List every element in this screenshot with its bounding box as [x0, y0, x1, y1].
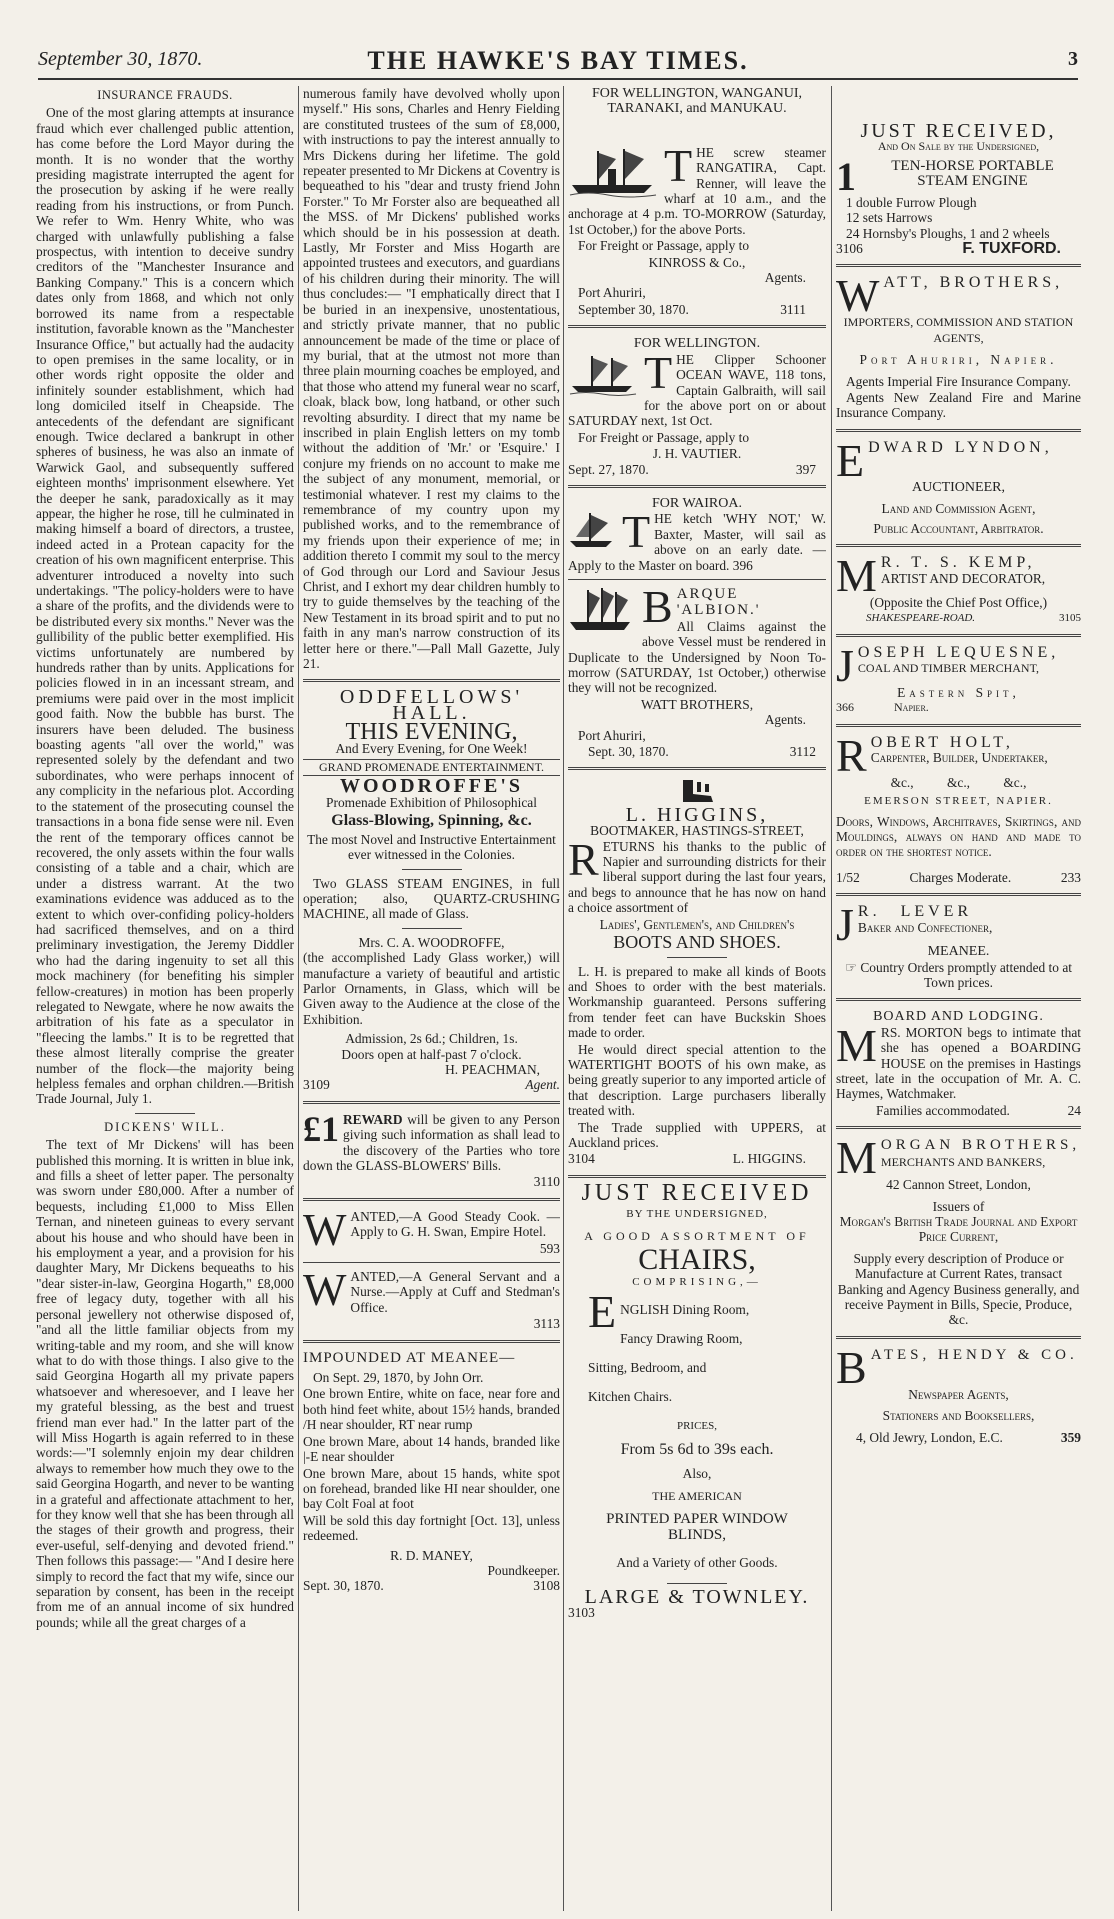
advert-heading: ATES, HENDY & CO. — [870, 1346, 1078, 1363]
advert-line: 4, Old Jewry, London, E.C. — [856, 1429, 1003, 1445]
advert-line: SHAKESPEARE-ROAD. — [866, 611, 976, 624]
advert-number: 3108 — [533, 1578, 560, 1594]
column-rule — [298, 86, 299, 1911]
advert-line: IMPORTERS, COMMISSION AND STATION AGENTS, — [843, 315, 1074, 345]
divider — [836, 1336, 1081, 1339]
advert-text: (the accomplished Lady Glass worker,) will manufacture a variety of beautiful and artistic Parlor Ornaments, in Glass, which will be Given away to the Audience at the close of the Exhibition. — [303, 950, 560, 1027]
advert-heading: DWARD LYNDON, — [868, 438, 1053, 456]
advert-line: Morgan's British Trade Journal and Export Price Current, — [839, 1214, 1078, 1245]
advert-title: L. HIGGINS, — [625, 803, 769, 826]
advert-oddfellows — [303, 686, 560, 1093]
advert-number: 3106 — [836, 241, 863, 257]
advert-line: Mrs. C. A. WOODROFFE, — [358, 934, 505, 950]
advert-signature: F. TUXFORD. — [962, 240, 1061, 258]
advert-text: HE screw steamer RANGATIRA, Capt. Renner, will leave the wharf at 10 a.m., and the anchorage at 4 p.m. TO-MORROW (Saturday, 1st October,) for the above Ports. — [568, 144, 826, 237]
advert-text: For Freight or Passage, apply to — [578, 238, 750, 254]
advert-quantity: 1 — [836, 153, 856, 199]
advert-line: &c., &c., &c., — [890, 774, 1027, 790]
advert-signature: R. D. MANEY, — [390, 1547, 473, 1563]
advert-text: For Freight or Passage, apply to — [578, 429, 750, 445]
advert-text: One brown Mare, about 15 hands, white spot on forehead, branded like HI near shoulder, one bay Colt Foal at foot — [303, 1465, 560, 1512]
advert-line: Public Accountant, Arbitrator. — [873, 520, 1044, 536]
advert-impounded — [303, 1351, 560, 1594]
divider — [568, 1175, 826, 1178]
advert-text: All Claims against the above Vessel must be rendered in Duplicate to the Undersigned by Noon To-morrow (SATURDAY, 1st October,) otherwise they will not be recognized. — [568, 618, 826, 696]
divider — [836, 429, 1081, 432]
advert-line: (Opposite the Chief Post Office,) — [869, 595, 1048, 611]
divider — [568, 579, 826, 580]
divider — [303, 1198, 560, 1201]
advert-rangatira: FOR WELLINGTON, WANGANUI, TARANAKI, and MANUKAU. THE screw steamer RANGATIRA, Capt. Renner, will leave the wharf at 10 a.m., and the anchorage at 4 p.m. TO-MORROW (Saturday, 1st October,) for the above Ports. For Freight or Passage, apply to KINROSS & Co., Agents. Port Ahuriri, September 30, 1870. 3111 — [568, 86, 826, 317]
advert-lequesne: JOSEPH LEQUESNE, COAL AND TIMBER MERCHANT, Eastern Spit, 366 Napier. — [836, 645, 1081, 716]
ship-icon — [568, 352, 638, 401]
advert-text: RS. MORTON begs to intimate that she has opened a BOARDING HOUSE on the premises in Hastings street, late in the occupation of Mr. A. C. Haymes, Watchmaker. — [836, 1024, 1081, 1102]
advert-title: CHAIRS, — [638, 1243, 756, 1276]
advert-line: BY THE UNDERSIGNED, — [626, 1208, 768, 1221]
advert-line: And Every Evening, for One Week! — [335, 740, 528, 756]
chair-type: Sitting, Bedroom, and — [588, 1359, 707, 1375]
advert-number: 593 — [539, 1240, 560, 1256]
advert-line: Land and Commission Agent, — [881, 501, 1036, 517]
advert-line: Ladies', Gentlemen's, and Children's — [599, 916, 795, 932]
divider — [303, 679, 560, 682]
advert-heading: ODDFELLOWS' HALL. — [339, 686, 524, 724]
advert-number: 396 — [732, 557, 753, 573]
advert-text: He would direct special attention to the WATERTIGHT BOOTS of his own make, as being greatly superior to any imported article of that description. Large purchasers liberally treated with. — [568, 1041, 826, 1119]
advert-text: Two GLASS STEAM ENGINES, in full operation; also, QUARTZ-CRUSHING MACHINE, all made of Glass. — [303, 875, 560, 922]
advert-line: A GOOD ASSORTMENT OF — [584, 1228, 810, 1243]
advert-lever: J R. LEVER Baker and Confectioner, MEANEE. ☞ Country Orders promptly attended to at Town prices. — [836, 904, 1081, 990]
article-body: numerous family have devolved wholly upon myself." His sons, Charles and Henry Fielding are constituted trustees of the sum of £8,000, with instructions to pay the interest annually to Mrs Dickens during her lifetime. The gold repeater presented to Mr Dickens at Coventry is bequeathed to his "dear and trusty friend John Forster." To Mr Forster also are bequeathed all the MSS. of Mr Dickens' published works which should be in his possession at death. Lastly, Mr Forster and Miss Hogarth are appointed trustees and executors, and guardians of his children during their minority. The will thus concludes:— "I emphatically direct that I be buried in an inexpensive, unostentatious, and strictly private manner, that no public announcement be made of the time or place of my burial, that at the utmost not more than three plain mourning coaches be employed, and that those who attend my funeral wear no scarf, cloak, black bow, long hatband, or other such revolting absurdity. I direct that my name be inscribed in plain English letters on my tomb without the addition of 'Mr.' or 'Esquire.' I conjure my friends on no account to make me the subject of any monument, memorial, or testimonial whatever. I rest my claims to the remembrance of my country upon my published works, and to the remembrance of my friends upon their experience of me; in addition thereto I commit my soul to the mercy of God through our Lord and Saviour Jesus Christ, and I exhort my dear children humbly to try to guide themselves by the teaching of the New Testament in its broad spirit and to put no faith in any man's narrow construction of its letter here or there."—Pall Mall Gazette, July 21. — [303, 86, 560, 672]
divider — [836, 544, 1081, 547]
advert-line: Stationers and Booksellers, — [882, 1408, 1035, 1424]
list-item: 24 Hornsby's Ploughs, 1 and 2 wheels — [846, 225, 1050, 241]
advert-line: Baker and Confectioner, — [857, 919, 993, 935]
advert-date: Sept. 30, 1870. — [588, 744, 669, 760]
advert-number: 3110 — [533, 1174, 560, 1190]
advert-heading: IMPOUNDED AT MEANEE— — [303, 1349, 516, 1366]
advert-line: Port Ahuriri, Napier. — [859, 352, 1058, 368]
advert-signature: LARGE & TOWNLEY. — [584, 1585, 810, 1608]
advert-heading: R. LEVER — [857, 903, 973, 921]
advert-heading: FOR WAIROA. — [652, 495, 742, 511]
advert-text: ANTED,—A Good Steady Cook. —Apply to G. H. Swan, Empire Hotel. — [350, 1208, 560, 1240]
advert-line: Doors open at half-past 7 o'clock. — [341, 1046, 522, 1062]
advert-line: Also, — [682, 1465, 712, 1481]
advert-text: On Sept. 29, 1870, by John Orr. — [313, 1370, 484, 1386]
advert-signature: Poundkeeper. — [487, 1562, 560, 1578]
advert-heading: JUST RECEIVED — [581, 1179, 813, 1206]
advert-title: Glass-Blowing, Spinning, &c. — [331, 812, 532, 830]
ship-icon — [568, 145, 658, 202]
advert-number: 366 — [836, 700, 854, 715]
advert-text: Doors, Windows, Architraves, Skirtings, and Mouldings, always on hand and made to order on the shortest notice. — [836, 813, 1081, 860]
article-body: The text of Mr Dickens' will has been published this morning. It is written in blue ink, and fills a sheet of letter paper. The personalty was sworn under £80,000. After a number of bequests, including £1,000 to Miss Ellen Ternan, and nineteen guineas to every servant about his house and who should have been in his employment a year, and a provision for his daughter Mary, Mr Dickens bequeaths to his "dear sister-in-law, Georgina Hogarth," £8,000 free of legacy duty, together with all his personal jewellery not otherwise disposed of, "and all the little familiar objects from my writing-table and my room, and she will know what to do with those things. I also give to the said Georgina Hogarth all my private papers whatsoever and wheresoever, and I leave her my grateful blessing, as the best and truest friend man ever had." In the latter part of the will Miss Hogarth is again referred to in these words:—"I solemnly enjoin my dear children always to remember how much they owe to the said Georgina Hogarth, and never to be wanting in a grateful and affectionate attachment to her, for they know well that she has been through all the stages of their growth and progress, their ever-useful, self-denying and devoted friend." Then follows this passage:— "And I desire here simply to record the fact that my wife, since our separation by consent, has been in the receipt from me of an annual income of six hundred pounds; while all the great charges of a — [36, 1137, 294, 1630]
advert-number: 1/52 — [836, 869, 860, 885]
chair-type: Kitchen Chairs. — [588, 1388, 673, 1404]
advert-line: PRINTED PAPER WINDOW — [606, 1511, 788, 1528]
advert-line: AUCTIONEER, — [912, 479, 1005, 495]
advert-signature: H. PEACHMAN, — [445, 1061, 540, 1077]
divider — [568, 485, 826, 488]
advert-line: GRAND PROMENADE ENTERTAINMENT. — [303, 759, 560, 776]
advert-line: MERCHANTS AND BANKERS, — [880, 1154, 1046, 1169]
advert-line: ARTIST AND DECORATOR, — [880, 570, 1046, 586]
advert-number: 24 — [1067, 1102, 1081, 1118]
advert-bates-hendy: BATES, HENDY & CO. Newspaper Agents, Stationers and Booksellers, 4, Old Jewry, London, E.C. 359 — [836, 1341, 1081, 1445]
advert-signature: Agents. — [764, 270, 806, 286]
advert-albion: BARQUE 'ALBION.' All Claims against the above Vessel must be rendered in Duplicate to the Undersigned by Noon To-morrow (SATURDAY, 1st October,) otherwise they will not be recognized. WATT BROTHERS, Agents. Port Ahuriri, Sept. 30, 1870. 3112 — [568, 580, 826, 760]
advert-number: 3111 — [780, 301, 806, 317]
advert-holt: ROBERT HOLT, Carpenter, Builder, Undertaker, &c., &c., &c., EMERSON STREET, NAPIER. Doors, Windows, Architraves, Skirtings, and Mouldings, always on hand and made to order on the shortest notice. 1/52 Charges Moderate. 233 — [836, 729, 1081, 885]
newspaper-title: THE HAWKE'S BAY TIMES. — [367, 46, 749, 75]
advert-lyndon: EDWARD LYNDON, AUCTIONEER, Land and Commission Agent, Public Accountant, Arbitrator. — [836, 440, 1081, 536]
advert-morgan: MORGAN BROTHERS, MERCHANTS AND BANKERS, 42 Cannon Street, London, Issuers of Morgan's British Trade Journal and Export Price Current, Supply every description of Produce or Manufacture at Current Rates, transact Banking and Agency Business generally, and receive Payment in Bills, Specie, Produce, &c. — [836, 1132, 1081, 1328]
advert-line: Carpenter, Builder, Undertaker, — [870, 750, 1048, 766]
advert-number: 3109 — [303, 1077, 330, 1093]
advert-signature: J. H. VAUTIER. — [652, 446, 742, 462]
divider — [303, 1262, 560, 1263]
advert-signature: KINROSS & Co., — [648, 254, 746, 270]
advert-large-townley: JUST RECEIVED BY THE UNDERSIGNED, A GOOD ASSORTMENT OF CHAIRS, COMPRISING,— ENGLISH Dining Room, Fancy Drawing Room, Sitting, Bedroom, and Kitchen Chairs. PRICES, From 5s 6d to 39s each. Also, THE AMERICAN PRINTED PAPER WINDOW BLINDS, And a Variety of other Goods. LARGE & TOWNLEY. 3103 — [568, 1186, 826, 1621]
advert-line: Promenade Exhibition of Philosophical — [326, 794, 537, 810]
divider — [667, 957, 727, 958]
divider — [402, 869, 462, 870]
advert-wanted-cook: WANTED,—A Good Steady Cook. —Apply to G. H. Swan, Empire Hotel. 593 — [303, 1203, 560, 1256]
hand-icon: ☞ — [845, 959, 858, 975]
column-1 — [36, 86, 294, 1913]
divider — [568, 767, 826, 770]
article-heading: DICKENS' WILL. — [104, 1119, 226, 1134]
advert-text: Supply every description of Produce or Manufacture at Current Rates, transact Banking and Agency Business generally, and receive Payment in Bills, Specie, Produce, &c. — [837, 1250, 1080, 1328]
advert-title: WOODROFFE'S — [339, 775, 523, 798]
advert-title: BOOTS AND SHOES. — [613, 932, 781, 953]
advert-heading: R. T. S. KEMP, — [880, 554, 1036, 572]
advert-line: From 5s 6d to 39s each. — [620, 1441, 774, 1459]
advert-text: Port Ahuriri, — [578, 727, 646, 743]
advert-text: ETURNS his thanks to the public of Napier and surrounding districts for their liberal support during the last four years, and begs to announce that he has now on hand a choice assortment of — [568, 838, 826, 916]
page-number: 3 — [1068, 48, 1078, 70]
divider — [836, 998, 1081, 1001]
advert-line: And On Sale by the Undersigned, — [877, 139, 1040, 154]
list-item: 12 sets Harrows — [846, 210, 933, 226]
advert-wanted-servant: WANTED,—A General Servant and a Nurse.—Apply at Cuff and Stedman's Office. 3113 — [303, 1264, 560, 1332]
column-rule — [563, 86, 564, 1911]
advert-text: One brown Entire, white on face, near fore and both hind feet white, about 15½ hands, branded /H near shoulder, RT near rump — [303, 1386, 560, 1433]
advert-line: COAL AND TIMBER MERCHANT, — [857, 661, 1040, 676]
advert-text: One brown Mare, about 14 hands, branded like |-E near shoulder — [303, 1433, 560, 1465]
divider — [135, 1113, 195, 1114]
advert-heading: JUST RECEIVED, — [860, 120, 1057, 142]
divider — [303, 1101, 560, 1104]
divider — [303, 1340, 560, 1343]
advert-number: 3103 — [568, 1605, 595, 1621]
advert-text: will be given to any Person giving such information as shall lead to the discovery of the Parties who tore down the GLASS-BLOWERS' Bills. — [303, 1111, 560, 1173]
advert-text: HE ketch 'WHY NOT,' W. Baxter, Master, will sail as above on an early date. —Apply to the Master on board. — [568, 511, 826, 573]
column-4 — [836, 86, 1081, 1913]
article-heading: INSURANCE FRAUDS. — [97, 88, 233, 102]
chair-type: Fancy Drawing Room, — [620, 1330, 743, 1346]
advert-heading: BOARD AND LODGING. — [873, 1009, 1044, 1025]
divider — [836, 1126, 1081, 1129]
advert-number: 359 — [1060, 1429, 1081, 1445]
advert-date: Sept. 27, 1870. — [568, 461, 649, 477]
advert-text: Port Ahuriri, — [578, 285, 646, 301]
advert-line: Charges Moderate. — [909, 869, 1012, 885]
advert-heading: ARQUE 'ALBION.' — [676, 585, 761, 619]
advert-line: Eastern Spit, — [897, 684, 1020, 700]
advert-number: 3105 — [1059, 611, 1081, 624]
column-3 — [568, 86, 826, 1913]
divider — [836, 724, 1081, 727]
ship-icon — [568, 586, 636, 637]
advert-text: L. H. is prepared to make all kinds of Boots and Shoes to order with the best materials. Workmanship guaranteed. Persons suffering from tender feet can have Buckskin Shoes made to order. — [568, 963, 826, 1041]
advert-heading: OSEPH LEQUESNE, — [857, 643, 1060, 661]
divider — [667, 1583, 727, 1584]
advert-line: Families accommodated. — [876, 1102, 1010, 1118]
advert-ocean-wave: FOR WELLINGTON. THE Clipper Schooner OCEAN WAVE, 118 tons, Captain Galbraith, will sail for the above port on or about SATURDAY next, 1st Oct. For Freight or Passage, apply to J. H. VAUTIER. Sept. 27, 1870. 397 — [568, 336, 826, 477]
advert-text: The Trade supplied with UPPERS, at Auckland prices. — [568, 1119, 826, 1150]
advert-line: And a Variety of other Goods. — [616, 1555, 778, 1571]
reward-word: REWARD — [343, 1111, 403, 1127]
column-rule — [831, 86, 832, 1911]
divider — [836, 893, 1081, 896]
advert-heading: FOR WELLINGTON. — [633, 336, 761, 352]
advert-line: 42 Cannon Street, London, — [886, 1177, 1031, 1193]
advert-watt-brothers: WATT, BROTHERS, IMPORTERS, COMMISSION AND STATION AGENTS, Port Ahuriri, Napier. Agents Imperial Fire Insurance Company. Agents New Zealand Fire and Marine Insurance Company. — [836, 270, 1081, 421]
advert-title: THIS EVENING, — [345, 719, 518, 746]
advert-date: Sept. 30, 1870. — [303, 1578, 384, 1594]
advert-number: 3113 — [533, 1316, 560, 1332]
divider — [568, 325, 826, 328]
advert-text: Agents New Zealand Fire and Marine Insurance Company. — [836, 390, 1081, 421]
reward-amount: £1 — [303, 1108, 339, 1149]
issue-date: September 30, 1870. — [38, 48, 203, 70]
advert-kemp: M R. T. S. KEMP, ARTIST AND DECORATOR, (Opposite the Chief Post Office,) SHAKESPEARE-ROAD. 3105 — [836, 555, 1081, 626]
divider — [836, 634, 1081, 637]
advert-line: Newspaper Agents, — [908, 1386, 1009, 1402]
advert-text: Agents Imperial Fire Insurance Company. — [846, 373, 1071, 389]
article-body: One of the most glaring attempts at insurance fraud which ever challenged public attention, has come before the Lord Mayor during the month. It is no wonder that the worthy presiding magistrate interrupted the agent for the prosecution by asking if he were really reading from his instructions, or from Punch. We refer to Wm. Henry White, who was charged with unlawfully publishing a false prospectus, with intention to deceive sundry creditors of the "Manchester Insurance and Banking Company." This is a concern which dates only from 1868, and which not only borrowed its name from a respectable institution, favorable known as the "Manchester Insurance Office," but actually had the audacity to open premises in the same locality, or in other words right opposite the older and infinitely sounder establishment, which had long domiciled itself in Cheapside. The antecedents of the defendant are significant enough. Twice declared a bankrupt in other spheres of business, he was also an inmate of Warwick Gaol, and subsequently suffered eighteen months' imprisonment elsewhere. Yet the deeper he sank, paradoxically as it may appear, the higher he rose, till he culminated in making himself a board of directors, a trustee, indeed acted in a Protean capacity for the creation of his own magnificent enterprise. This adventurer introduced a novelty into such undertakings. "The policy-holders were to have a share of the profits, and the dividends were to be distributed every six months." Never was the gullibility of the public better exemplified. His victims unfortunately are numbered by hundreds rather than by units. Applications for policies flowed in in an incessant stream, and premiums were paid over in the most implicit good faith. Now the bubble has burst. The insurers have been deluded. The business boasting agents "all over the world," was represented solely by the defendant and two subordinates, who were perhaps innocent of any complicity in the nefarious plot. According to the statement of the prosecuting counsel the transactions in a bona fide sense were nil. Even the rent of the temporary offices cannot be recovered, the only assets within the four walls consisting of a table and a chair, which are under a distress warrant. At the two examinations evidence was adduced as to the extent to which over-confiding policy-holders had sacrificed themselves, and on a third preliminary investigation, the Jeremy Diddler who had the daring ingenuity to set all this mock machinery (for benefiting his simpler fellow-creatures) in motion has been properly relegated to Newgate, where he now awaits the arbitration of his fate as a speculator in "fleecing the lambs." It is to be regretted that these almost literally comprise the greater number of the flock—the majority being helpless females and orphan children.—British Trade Journal, July 1. — [36, 105, 294, 1107]
advert-heading: FOR WELLINGTON, WANGANUI, TARANAKI, and MANUKAU. — [592, 86, 802, 117]
page-header — [38, 44, 1078, 80]
advert-signature: Agent. — [525, 1077, 560, 1093]
advert-signature: L. HIGGINS. — [732, 1151, 806, 1167]
advert-higgins: L. HIGGINS, BOOTMAKER, HASTINGS-STREET, RETURNS his thanks to the public of Napier and surrounding districts for their liberal support during the last four years, and begs to announce that he has now on hand a choice assortment of Ladies', Gentlemen's, and Children's BOOTS AND SHOES. L. H. is prepared to make all kinds of Boots and Shoes to order with the best materials. Workmanship guaranteed. Persons suffering from tender feet can have Buckskin Shoes made to order. He would direct special attention to the WATERTIGHT BOOTS of his own make, as being greatly superior to any imported article of that description. Large purchasers liberally treated with. The Trade supplied with UPPERS, at Auckland prices. 3104 L. HIGGINS. — [568, 778, 826, 1166]
advert-line: THE AMERICAN — [652, 1489, 742, 1504]
advert-signature: WATT BROTHERS, — [640, 696, 754, 712]
advert-signature: Agents. — [764, 712, 806, 728]
advert-reward — [303, 1108, 560, 1190]
advert-number: 397 — [795, 461, 816, 477]
advert-number: 3112 — [789, 744, 816, 760]
list-item: 1 double Furrow Plough — [846, 194, 977, 210]
chair-type: NGLISH Dining Room, — [620, 1301, 750, 1317]
advert-number: 3104 — [568, 1151, 595, 1167]
advert-text: Country Orders promptly attended to at Town prices. — [860, 959, 1072, 990]
advert-date: September 30, 1870. — [578, 301, 689, 317]
advert-line: Issuers of — [932, 1198, 985, 1214]
divider — [836, 264, 1081, 267]
advert-line: The most Novel and Instructive Entertainment ever witnessed in the Colonies. — [307, 831, 556, 863]
divider — [402, 928, 462, 929]
advert-line: BLINDS, — [668, 1526, 726, 1543]
advert-tuxford — [836, 86, 1081, 256]
advert-heading: ATT, BROTHERS, — [883, 274, 1064, 292]
advert-line: PRICES, — [676, 1419, 718, 1432]
advert-title: TEN-HORSE PORTABLE STEAM ENGINE — [891, 157, 1054, 190]
advert-line: COMPRISING,— — [632, 1276, 762, 1289]
advert-line: MEANEE. — [927, 944, 990, 960]
advert-line: BOOTMAKER, HASTINGS-STREET, — [590, 823, 804, 839]
advert-number: 233 — [1060, 869, 1081, 885]
advert-heading: ORGAN BROTHERS, — [880, 1137, 1081, 1154]
advert-line: EMERSON STREET, NAPIER. — [864, 795, 1053, 808]
advert-text: Will be sold this day fortnight [Oct. 13], unless redeemed. — [303, 1512, 560, 1544]
ship-icon — [568, 511, 616, 554]
advert-wairoa: FOR WAIROA. THE ketch 'WHY NOT,' W. Baxter, Master, will sail as above on an early date. —Apply to the Master on board. 396 — [568, 495, 826, 573]
advert-line: Napier. — [894, 700, 929, 715]
advert-text: ANTED,—A General Servant and a Nurse.—Apply at Cuff and Stedman's Office. — [350, 1269, 560, 1315]
column-2 — [303, 86, 560, 1913]
advert-board-lodging: BOARD AND LODGING. MRS. MORTON begs to intimate that she has opened a BOARDING HOUSE on the premises in Hastings street, late in the occupation of Mr. A. C. Haymes, Watchmaker. Families accommodated. 24 — [836, 1009, 1081, 1118]
advert-heading: OBERT HOLT, — [870, 733, 1014, 751]
advert-line: Admission, 2s 6d.; Children, 1s. — [345, 1031, 518, 1047]
advert-text: HE Clipper Schooner OCEAN WAVE, 118 tons, Captain Galbraith, will sail for the above port on or about SATURDAY next, 1st Oct. — [568, 351, 826, 429]
